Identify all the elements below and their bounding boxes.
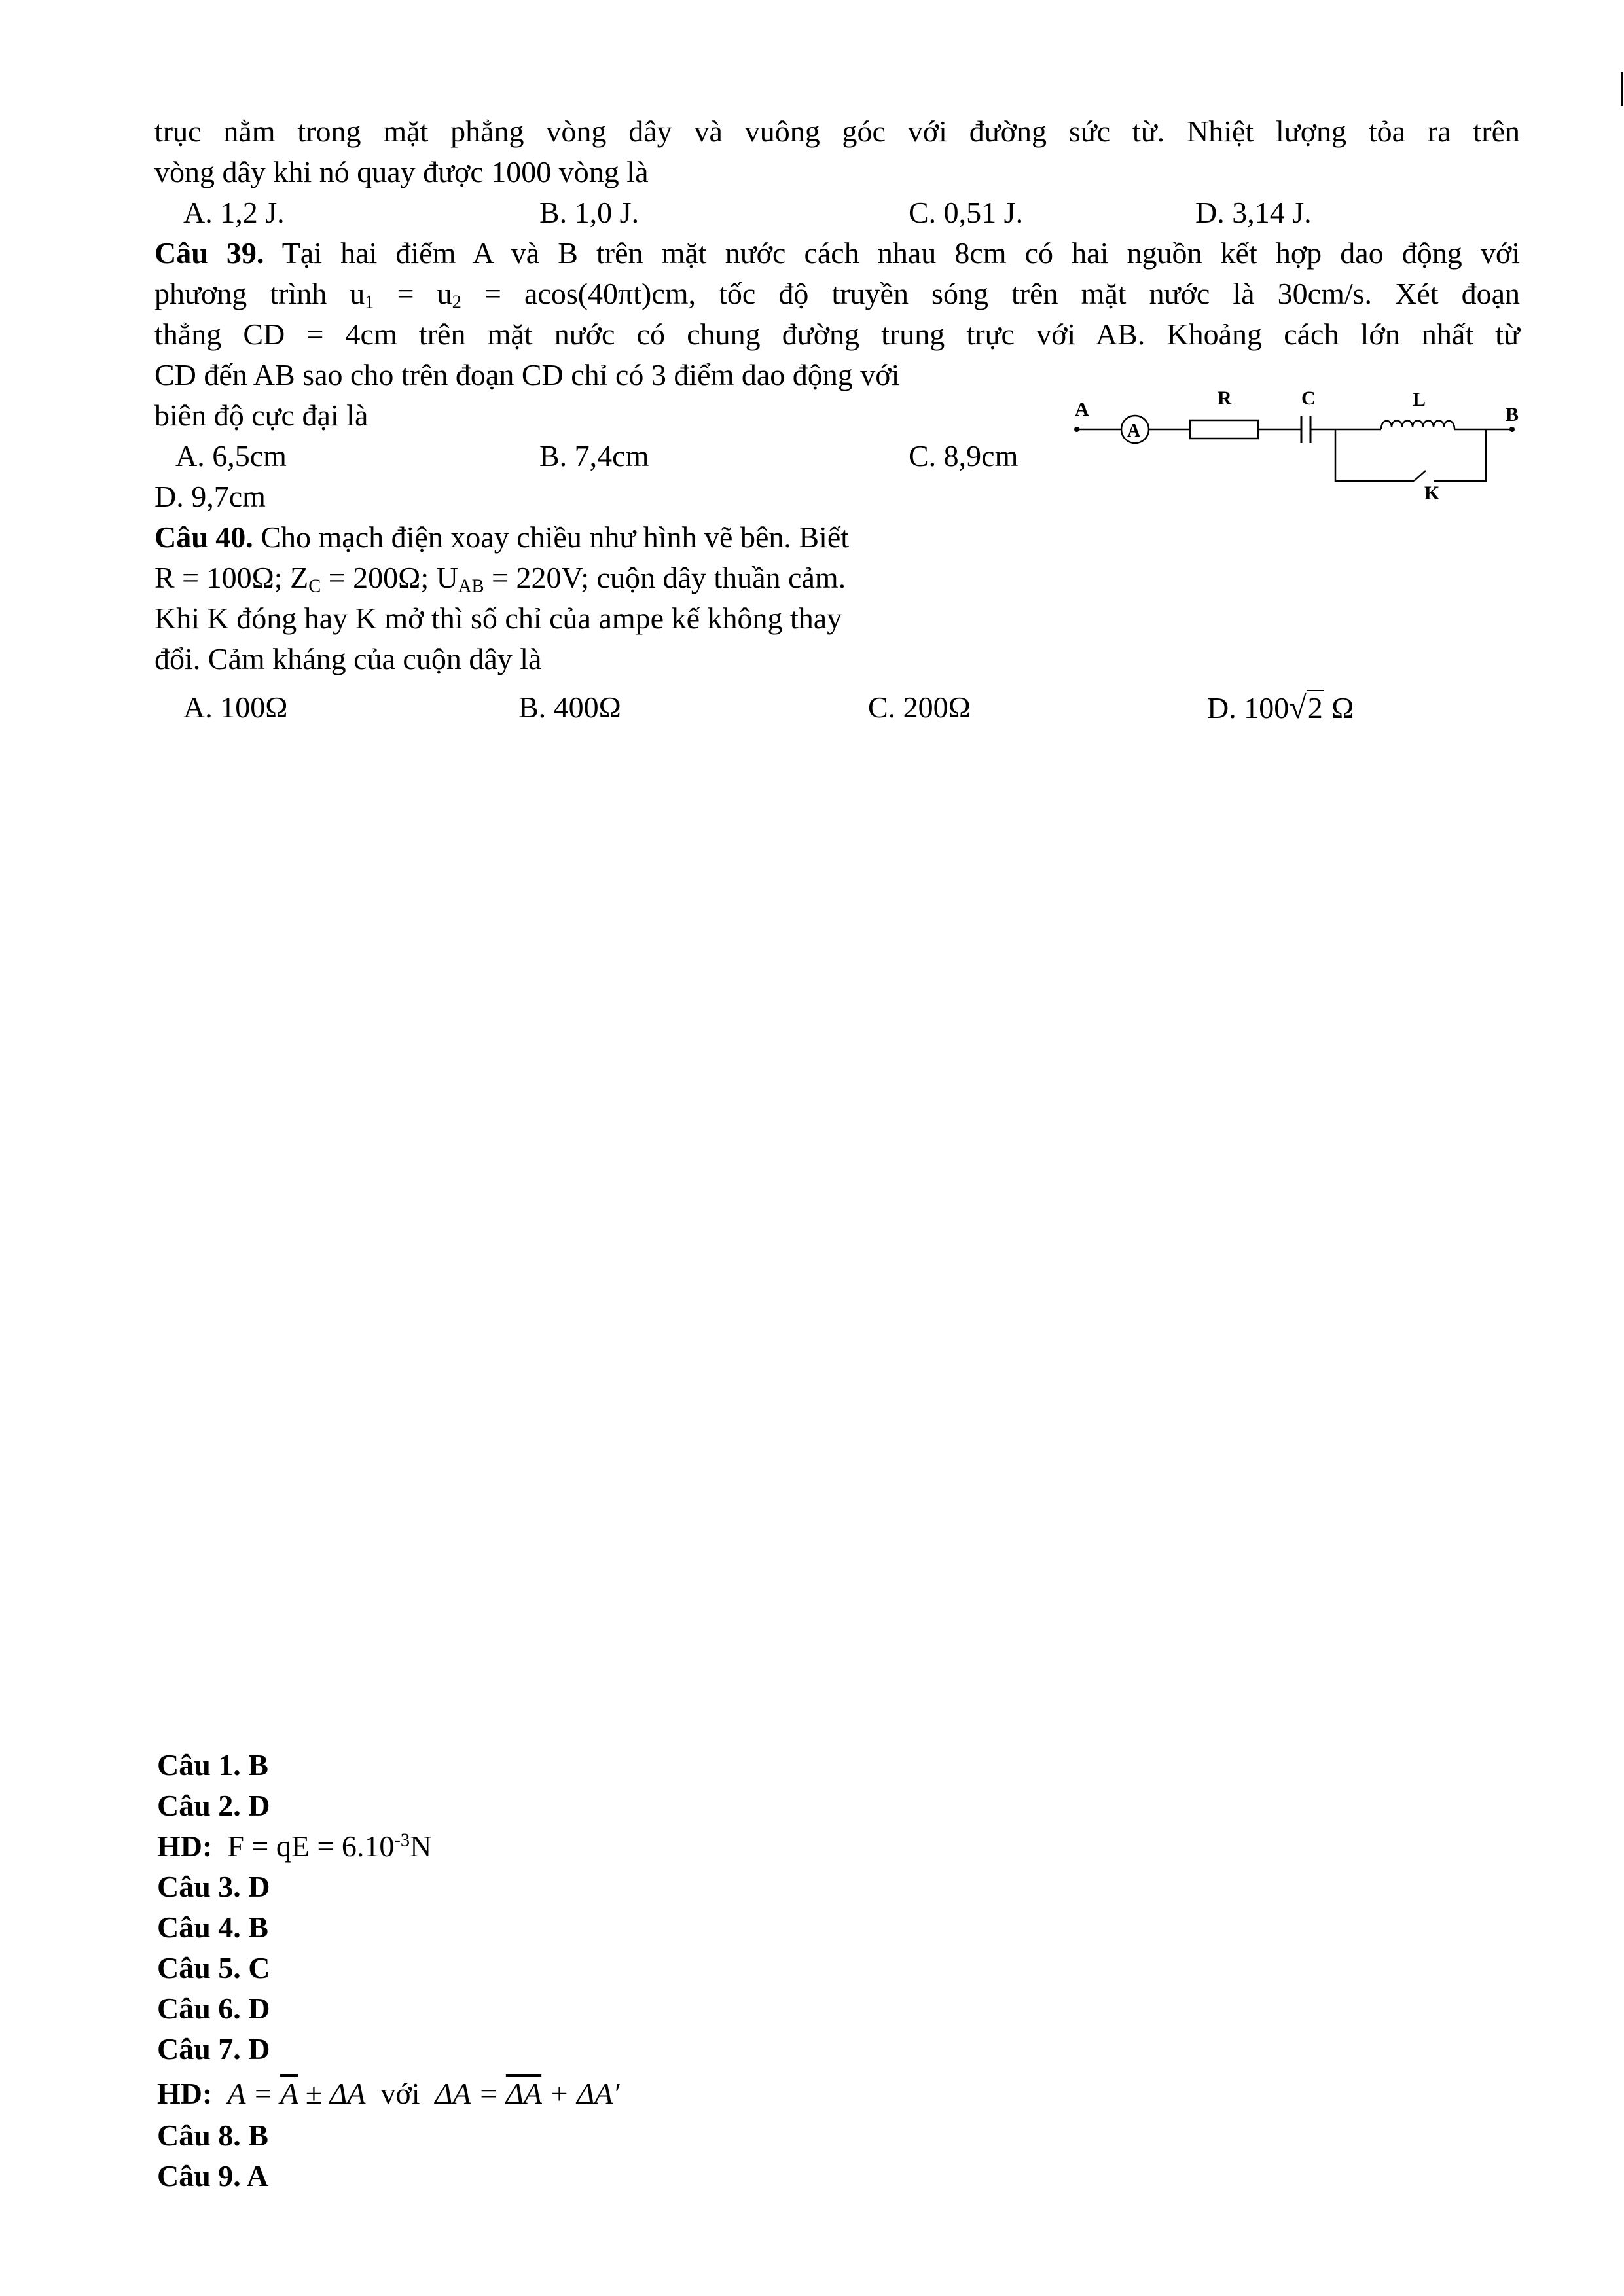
prev-option-c: C. 0,51 J. [909, 196, 1024, 229]
hint-2-abar: $\overline{A}$ [280, 2077, 298, 2110]
hint-2-label: HD: [157, 2077, 213, 2110]
hint-2 [157, 2079, 619, 2109]
prev-option-d: D. 3,14 J. [1195, 196, 1312, 229]
prev-question-line-1: trục nằm trong mặt phẳng vòng dây và vuông góc với đường sức từ. Nhiệt lượng tỏa ra trên [154, 115, 1520, 148]
sqrt-symbol: √2 [1289, 691, 1323, 725]
answer-9: Câu 9. A [157, 2159, 268, 2193]
q40-sub-c: C [308, 576, 321, 597]
hint-2-dabar: $\overline{\Delta A}$ [505, 2077, 542, 2110]
q39-option-b: B. 7,4cm [539, 439, 649, 473]
q40-line-2 [154, 561, 846, 597]
circuit-label-b: B [1506, 404, 1519, 425]
q40-line-1 [154, 522, 849, 552]
q40-option-a: A. 100Ω [183, 691, 288, 724]
answer-1: Câu 1. B [157, 1748, 268, 1782]
q39-option-a: A. 6,5cm [175, 439, 287, 473]
q40-option-d-radicand: 2 [1307, 691, 1323, 725]
answer-4: Câu 4. B [157, 1910, 268, 1944]
hint-2-c: ΔA = [435, 2077, 506, 2110]
q39-line-1-text: Tại hai điểm A và B trên mặt nước cách nhau 8cm có hai nguồn kết hợp dao động với [281, 236, 1521, 270]
q40-option-d-prefix: D. 100 [1207, 691, 1290, 725]
q39-line-2-b: = u [374, 277, 452, 310]
circuit-label-l: L [1413, 389, 1426, 410]
prev-option-b: B. 1,0 J. [539, 196, 640, 229]
hint-2-a: A = [227, 2077, 280, 2110]
q39-line-2 [154, 277, 1520, 313]
answer-6: Câu 6. D [157, 1992, 270, 2025]
page-edge-mark [1621, 72, 1623, 106]
answer-5: Câu 5. C [157, 1951, 270, 1984]
q39-line-4: CD đến AB sao cho trên đoạn CD chỉ có 3 điểm dao động với [154, 358, 900, 391]
prev-option-a: A. 1,2 J. [183, 196, 285, 229]
hint-1-text: F = qE = 6.10 [227, 1829, 395, 1863]
hint-1-label: HD: [157, 1829, 213, 1863]
q39-option-c: C. 8,9cm [909, 439, 1019, 473]
inductor-icon [1381, 421, 1454, 430]
hint-2-with: với [380, 2077, 420, 2110]
q39-line-5: biên độ cực đại là [154, 399, 369, 432]
hint-1-unit: N [410, 1829, 432, 1863]
answer-3: Câu 3. D [157, 1870, 270, 1903]
q39-option-d: D. 9,7cm [154, 480, 266, 513]
q40-label: Câu 40. [154, 520, 253, 554]
q39-sub-2: 2 [452, 292, 461, 313]
circuit-label-r: R [1218, 387, 1232, 409]
q39-line-2-a: phương trình u [154, 277, 365, 310]
q40-line-3: Khi K đóng hay K mở thì số chỉ của ampe kế không thay [154, 601, 842, 635]
node-b [1509, 427, 1515, 432]
q40-line-4: đổi. Cảm kháng của cuộn dây là [154, 642, 542, 675]
q40-sub-ab: AB [458, 576, 484, 597]
resistor-icon [1190, 420, 1258, 439]
q40-line-2-a: R = 100Ω; Z [154, 561, 309, 594]
q40-line-1-text: Cho mạch điện xoay chiều như hình vẽ bên. Biết [261, 520, 850, 554]
q39-sub-1: 1 [365, 292, 374, 313]
q40-option-d-unit: Ω [1331, 691, 1354, 725]
hint-2-b: ± ΔA [298, 2077, 366, 2110]
circuit-label-a: A [1075, 399, 1089, 420]
q39-line-2-c: = acos(40πt)cm, tốc độ truyền sóng trên mặt nước là 30cm/s. Xét đoạn [461, 277, 1520, 310]
q39-line-3: thẳng CD = 4cm trên mặt nước có chung đường trung trực với AB. Khoảng cách lớn nhất từ [154, 317, 1520, 351]
switch-k-icon [1414, 471, 1426, 481]
hint-1-exponent: -3 [394, 1830, 410, 1851]
q39-label: Câu 39. [154, 236, 264, 270]
answer-2: Câu 2. D [157, 1789, 270, 1822]
switch-wire-left [1335, 429, 1414, 481]
switch-wire-right [1434, 429, 1486, 481]
circuit-label-k: K [1424, 482, 1440, 504]
q39-line-1 [154, 238, 1520, 268]
ammeter-label: A [1127, 421, 1141, 441]
answer-7: Câu 7. D [157, 2032, 270, 2066]
q40-option-c: C. 200Ω [868, 691, 971, 724]
q40-option-b: B. 400Ω [518, 691, 621, 724]
circuit-label-c: C [1301, 387, 1316, 409]
hint-2-d: + ΔA′ [541, 2077, 620, 2110]
q40-line-2-b: = 200Ω; U [321, 561, 458, 594]
prev-question-line-2: vòng dây khi nó quay được 1000 vòng là [154, 155, 649, 188]
answer-8: Câu 8. B [157, 2119, 268, 2152]
circuit-diagram [1067, 383, 1525, 514]
q40-line-2-c: = 220V; cuộn dây thuần cảm. [484, 561, 846, 594]
q40-option-d [1207, 692, 1354, 724]
hint-1 [157, 1831, 431, 1861]
